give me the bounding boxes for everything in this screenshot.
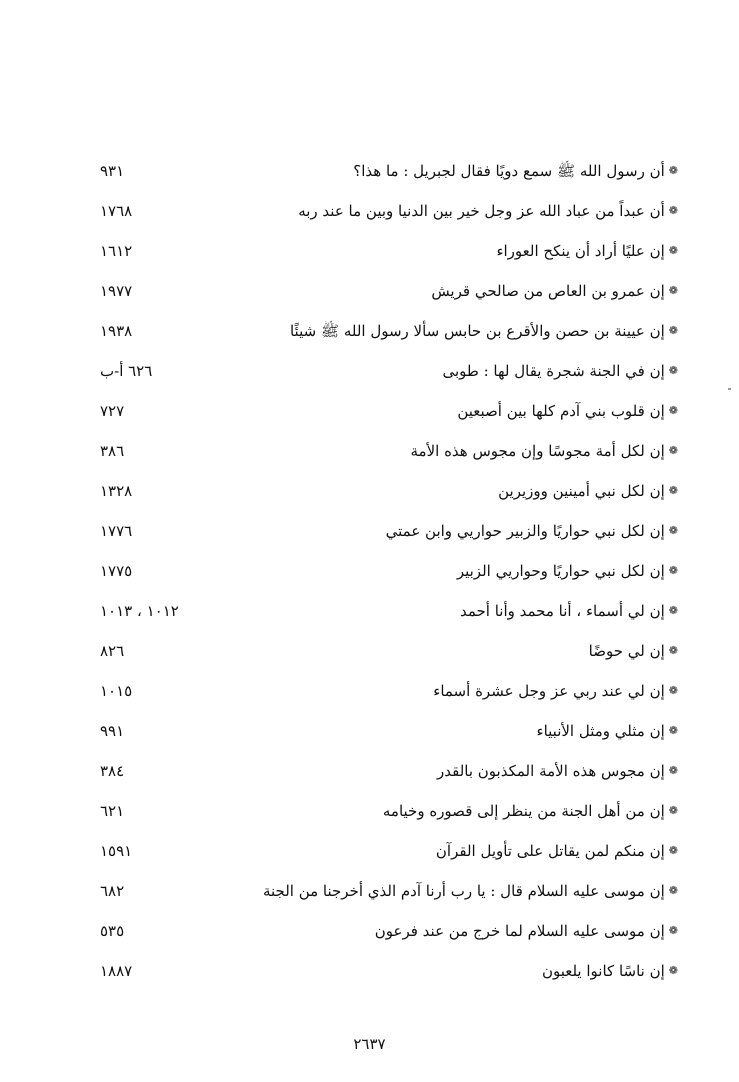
index-entry — [100, 678, 678, 718]
bullet-flower-icon: ❁ — [668, 644, 678, 657]
entry-phrase: إن موسى عليه السلام قال : يا رب أرنا آدم الذي أخرجنا من الجنة — [262, 882, 665, 900]
entry-text — [542, 962, 678, 980]
entry-reference-number: ١٧٧٦ — [100, 522, 133, 540]
entry-phrase: إن قلوب بني آدم كلها بين أصبعين — [457, 402, 665, 420]
index-entry — [100, 198, 678, 238]
entry-reference-number: ١٦١٢ — [100, 242, 133, 260]
bullet-flower-icon: ❁ — [668, 884, 678, 897]
entry-phrase: إن لكل نبي أمينين ووزيرين — [498, 482, 665, 500]
entry-reference-number: ٩٣١ — [100, 162, 125, 180]
index-entry — [100, 438, 678, 478]
index-entry — [100, 958, 678, 998]
entry-text — [353, 162, 678, 184]
index-entry — [100, 918, 678, 958]
index-entry — [100, 638, 678, 678]
entry-text — [263, 882, 678, 900]
entry-text — [496, 242, 678, 260]
entry-text — [460, 602, 678, 620]
entry-phrase: إن لكل أمة مجوسًا وإن مجوس هذه الأمة — [410, 442, 665, 460]
index-entry — [100, 598, 678, 638]
entry-text — [442, 362, 678, 380]
entry-reference-number: ١٣٢٨ — [100, 482, 133, 500]
entry-reference-number: ٦٨٢ — [100, 882, 125, 900]
entry-phrase: إن لي أسماء ، أنا محمد وأنا أحمد — [459, 602, 665, 620]
bullet-flower-icon: ❁ — [668, 484, 678, 497]
bullet-flower-icon: ❁ — [668, 324, 678, 337]
index-entry — [100, 878, 678, 918]
entry-reference-number: ٦٢١ — [100, 802, 125, 820]
margin-mark — [728, 388, 731, 390]
index-entry — [100, 518, 678, 558]
entry-reference-number: ٣٨٤ — [100, 762, 125, 780]
entry-reference-number: ١٧٦٨ — [100, 202, 133, 220]
bullet-flower-icon: ❁ — [668, 564, 678, 577]
entry-reference-number: ١٨٨٧ — [100, 962, 133, 980]
index-entry — [100, 798, 678, 838]
entry-phrase: إن لي عند ربي عز وجل عشرة أسماء — [433, 682, 665, 700]
index-entry — [100, 558, 678, 598]
entry-phrase: إن عيينة بن حصن والأقرع بن حابس سألا رسول الله ﷺ شيئًا — [289, 322, 665, 340]
index-entry — [100, 318, 678, 358]
entry-reference-number: ٣٨٦ — [100, 442, 125, 460]
entry-phrase: إن ناسًا كانوا يلعبون — [541, 962, 665, 980]
index-entry — [100, 478, 678, 518]
bullet-flower-icon: ❁ — [668, 244, 678, 257]
page-number: ٢٦٣٧ — [353, 1035, 386, 1053]
bullet-flower-icon: ❁ — [668, 284, 678, 297]
hadith-index-list — [100, 158, 678, 998]
entry-text — [457, 562, 678, 580]
entry-reference-number: ١٠١٥ — [100, 682, 133, 700]
bullet-flower-icon: ❁ — [668, 764, 678, 777]
index-entry — [100, 238, 678, 278]
entry-phrase: إن لكل نبي حواريًا والزبير حواريي وابن عمتي — [385, 522, 665, 540]
entry-phrase: إن من أهل الجنة من ينظر إلى قصوره وخيامه — [382, 802, 665, 820]
entry-reference-number: ٨٢٦ — [100, 642, 125, 660]
entry-reference-number: ٧٢٧ — [100, 402, 125, 420]
entry-text — [498, 482, 678, 500]
entry-phrase: إن لكل نبي حواريًا وحواريي الزبير — [456, 562, 665, 580]
entry-text — [436, 842, 678, 860]
entry-text — [375, 922, 678, 940]
bullet-flower-icon: ❁ — [668, 444, 678, 457]
index-entry — [100, 718, 678, 758]
bullet-flower-icon: ❁ — [668, 604, 678, 617]
entry-reference-number: ١٩٣٨ — [100, 322, 133, 340]
entry-phrase: أن عبداً من عباد الله عز وجل خير بين الدنيا وبين ما عند ربه — [298, 202, 665, 220]
index-entry — [100, 838, 678, 878]
entry-reference-number: ١٩٧٧ — [100, 282, 133, 300]
index-entry — [100, 158, 678, 198]
entry-text — [589, 642, 678, 660]
entry-reference-number: ٩٩١ — [100, 722, 125, 740]
entry-reference-number: ٥٣٥ — [100, 922, 125, 940]
entry-reference-number: ١٠١٢ ، ١٠١٣ — [100, 602, 179, 620]
entry-text — [431, 282, 678, 300]
bullet-flower-icon: ❁ — [668, 404, 678, 417]
entry-phrase: أن رسول الله ﷺ سمع دويًا فقال لجبريل : ما هذا؟ — [353, 162, 665, 180]
entry-reference-number: ٦٢٦ أ-ب — [100, 362, 153, 380]
entry-text — [386, 522, 678, 540]
entry-text — [411, 442, 679, 460]
bullet-flower-icon: ❁ — [668, 364, 678, 377]
entry-text — [537, 722, 678, 740]
index-entry — [100, 398, 678, 438]
entry-phrase: إن موسى عليه السلام لما خرج من عند فرعون — [374, 922, 665, 940]
bullet-flower-icon: ❁ — [668, 964, 678, 977]
bullet-flower-icon: ❁ — [668, 804, 678, 817]
bullet-flower-icon: ❁ — [668, 684, 678, 697]
bullet-flower-icon: ❁ — [668, 524, 678, 537]
bullet-flower-icon: ❁ — [668, 204, 678, 217]
bullet-flower-icon: ❁ — [668, 164, 678, 177]
entry-text — [383, 802, 678, 820]
entry-text — [457, 402, 678, 420]
entry-phrase: إن في الجنة شجرة يقال لها : طوبى — [442, 362, 665, 380]
entry-phrase: إن لي حوضًا — [588, 642, 665, 660]
bullet-flower-icon: ❁ — [668, 844, 678, 857]
bullet-flower-icon: ❁ — [668, 724, 678, 737]
bullet-flower-icon: ❁ — [668, 924, 678, 937]
entry-text — [298, 202, 678, 220]
entry-text — [433, 682, 678, 700]
entry-text — [290, 322, 678, 344]
entry-phrase: إن منكم لمن يقاتل على تأويل القرآن — [435, 842, 665, 860]
entry-phrase: إن مثلي ومثل الأنبياء — [536, 722, 665, 740]
entry-phrase: إن مجوس هذه الأمة المكذبون بالقدر — [437, 762, 665, 780]
index-entry — [100, 278, 678, 318]
entry-reference-number: ١٥٩١ — [100, 842, 133, 860]
entry-phrase: إن عمرو بن العاص من صالحي قريش — [431, 282, 665, 300]
entry-phrase: إن عليًا أراد أن ينكح العوراء — [496, 242, 665, 260]
index-entry — [100, 758, 678, 798]
index-entry — [100, 358, 678, 398]
entry-text — [437, 762, 678, 780]
entry-reference-number: ١٧٧٥ — [100, 562, 133, 580]
